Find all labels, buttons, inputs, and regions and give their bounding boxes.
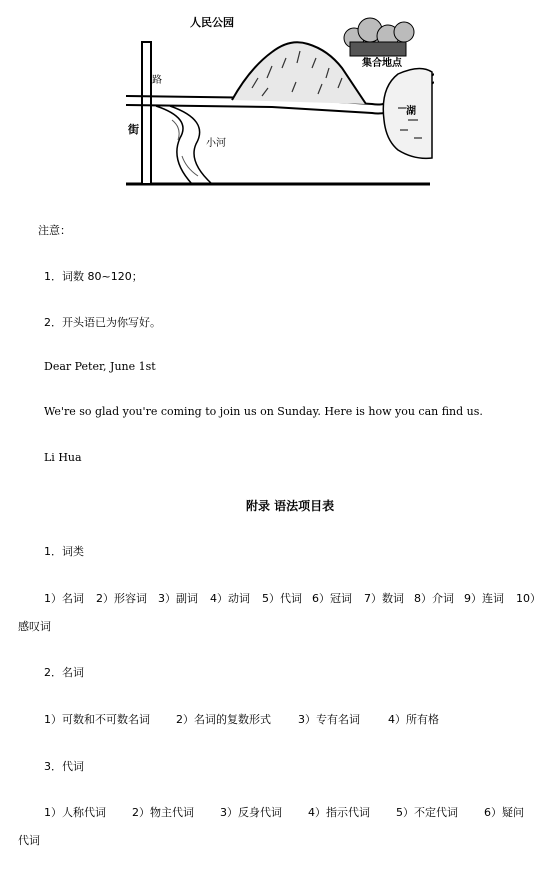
list-item: 1）可数和不可数名词: [44, 713, 150, 726]
list-item: 1）名词: [44, 592, 84, 605]
letter-signature: Li Hua: [44, 451, 82, 464]
list-item: 5）代词: [262, 592, 302, 605]
list-item: 3）反身代词: [220, 806, 282, 819]
list-item: 3）副词: [158, 592, 198, 605]
route-map-figure: [122, 8, 434, 190]
list-item: 8）介词: [414, 592, 454, 605]
list-item: 2）物主代词: [132, 806, 194, 819]
notes-item-opening: 2．开头语已为你写好。: [44, 316, 161, 329]
tree-cluster: [344, 18, 414, 56]
map-label-park: 人民公园: [190, 16, 234, 29]
list-item: 5）不定代词: [396, 806, 458, 819]
list-item: 6）冠词: [312, 592, 352, 605]
list-item: 2）名词的复数形式: [176, 713, 271, 726]
list-item: 1）人称代词: [44, 806, 106, 819]
list-item: 4）所有格: [388, 713, 439, 726]
list-item: 4）动词: [210, 592, 250, 605]
list-item: 3）专有名词: [298, 713, 360, 726]
notes-heading: 注意：: [38, 224, 71, 237]
pronouns-continuation: 代词: [18, 834, 40, 847]
list-item: 6）疑问: [484, 806, 524, 819]
street-vertical: [142, 42, 151, 184]
list-item: 4）指示代词: [308, 806, 370, 819]
map-label-lake: 湖: [406, 106, 416, 117]
mountain: [232, 42, 366, 104]
notes-item-word-count: 1．词数 80~120；: [44, 270, 143, 283]
letter-greeting: Dear Peter, June 1st: [44, 360, 156, 373]
list-item: 7）数词: [364, 592, 404, 605]
map-label-meeting-point: 集合地点: [362, 58, 402, 69]
word-classes-list: [44, 590, 544, 606]
map-label-road: 路: [152, 75, 162, 86]
map-label-street: 街: [128, 123, 139, 136]
section-pronouns-heading: 3．代词: [44, 760, 84, 773]
list-item: 10）: [516, 592, 541, 605]
section-nouns-heading: 2．名词: [44, 666, 84, 679]
word-classes-continuation: 感叹词: [18, 620, 51, 633]
pronouns-list: [44, 804, 544, 820]
section-word-classes-heading: 1．词类: [44, 545, 84, 558]
river-left-bank: [156, 106, 192, 184]
list-item: 2）形容词: [96, 592, 147, 605]
map-label-river: 小河: [206, 138, 226, 149]
appendix-title: 附录 语法项目表: [246, 499, 335, 513]
list-item: 9）连词: [464, 592, 504, 605]
letter-opening: We're so glad you're coming to join us on Sunday. Here is how you can find us.: [44, 405, 483, 418]
nouns-list: [44, 711, 544, 727]
